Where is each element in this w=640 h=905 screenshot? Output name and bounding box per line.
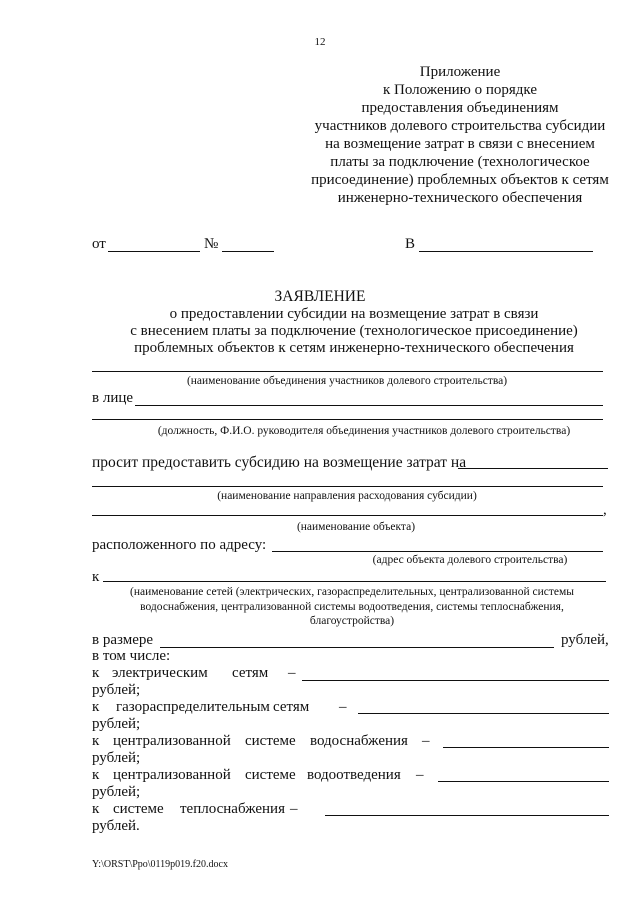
appendix-line: Приложение [419, 64, 501, 80]
subtitle-line: о предоставлении субсидии на возмещение затрат в связи [169, 306, 539, 322]
networks-field[interactable] [103, 581, 606, 582]
item-gas-word: – [339, 699, 347, 715]
head-name-field[interactable] [92, 419, 603, 420]
appendix-line: участников долевого строительства субсидии [314, 118, 606, 134]
appendix-line: присоединение) проблемных объектов к сетям [311, 172, 609, 188]
electric-amount-field[interactable] [302, 680, 609, 681]
appendix-line: инженерно-технического обеспечения [337, 190, 583, 206]
address-field[interactable] [272, 551, 603, 552]
item-heat-word: – [290, 801, 298, 817]
statement-title: ЗАЯВЛЕНИЕ [274, 288, 366, 305]
item-water-word: водоснабжения [310, 733, 408, 749]
sewage-amount-field[interactable] [438, 781, 609, 782]
request-label: просит предоставить субсидию на возмещение затрат на [92, 454, 467, 471]
association-name-field[interactable] [92, 371, 603, 372]
from-label: от [92, 236, 106, 252]
number-label: № [204, 236, 219, 252]
object-caption: (наименование объекта) [296, 521, 416, 533]
address-label: расположенного по адресу: [92, 537, 267, 553]
item-heat-word: системе [113, 801, 164, 817]
head-caption: (должность, Ф.И.О. руководителя объединения участников долевого строительства) [157, 425, 571, 437]
subtitle-line: с внесением платы за подключение (технологическое присоединение) [130, 323, 578, 339]
item-electric-word: электрическим [112, 665, 208, 681]
object-name-field[interactable] [92, 515, 603, 516]
addressee-label: В [405, 236, 416, 252]
represented-by-field[interactable] [135, 405, 603, 406]
rubles-line: рублей; [92, 750, 141, 766]
amount-field[interactable] [160, 647, 554, 648]
item-sewage-word: к [92, 767, 100, 783]
item-electric-word: – [288, 665, 296, 681]
appendix-line: к Положению о порядке [383, 82, 537, 98]
number-field[interactable] [222, 251, 274, 252]
statement-subtitle [0, 306, 640, 357]
heat-supply-amount-field[interactable] [325, 815, 609, 816]
networks-to-label: к [92, 569, 100, 585]
date-field[interactable] [108, 251, 200, 252]
item-water-word: системе [245, 733, 296, 749]
item-electric-word: к [92, 665, 100, 681]
gas-amount-field[interactable] [358, 713, 609, 714]
item-water-word: централизованной [113, 733, 231, 749]
rubles-line: рублей; [92, 716, 141, 732]
item-sewage-word: системе [245, 767, 296, 783]
subtitle-line: проблемных объектов к сетям инженерно-технического обеспечения [134, 340, 574, 356]
rubles-line: рублей; [92, 682, 141, 698]
direction-field[interactable] [92, 486, 603, 487]
item-heat-word: теплоснабжения [180, 801, 285, 817]
water-supply-amount-field[interactable] [443, 747, 609, 748]
item-sewage-word: – [416, 767, 424, 783]
rubles-suffix: рублей, [561, 632, 609, 648]
request-purpose-field[interactable] [458, 468, 608, 469]
amount-label: в размере [92, 632, 154, 648]
rubles-final: рублей. [92, 818, 140, 834]
comma: , [603, 502, 607, 518]
item-sewage-word: централизованной [113, 767, 231, 783]
item-sewage-word: водоотведения [307, 767, 401, 783]
networks-caption: (наименование сетей (электрических, газораспределительных, централизованной системы водоснабжения, централизованной системы водоотведения, системы теплоснабжения, благоустройства) [130, 586, 574, 627]
item-gas-word: сетям [273, 699, 310, 715]
including-label: в том числе: [92, 648, 171, 664]
appendix-line: на возмещение затрат в связи с внесением [325, 136, 595, 152]
item-heat-word: к [92, 801, 100, 817]
page-number: 12 [314, 36, 326, 48]
appendix-block [300, 63, 620, 207]
item-electric-word: сетям [232, 665, 269, 681]
item-water-word: к [92, 733, 100, 749]
item-water-word: – [422, 733, 430, 749]
addressee-field[interactable] [419, 251, 593, 252]
address-caption: (адрес объекта долевого строительства) [372, 554, 568, 566]
direction-caption: (наименование направления расходования субсидии) [217, 490, 477, 502]
item-gas-word: газораспределительным [116, 699, 270, 715]
footer-file-path: Y:\ORST\Ppo\0119p019.f20.docx [92, 859, 228, 870]
association-caption: (наименование объединения участников долевого строительства) [186, 375, 508, 387]
item-gas-word: к [92, 699, 100, 715]
rubles-line: рублей; [92, 784, 141, 800]
represented-by-label: в лице [92, 390, 134, 406]
appendix-line: предоставления объединениям [361, 100, 559, 116]
appendix-line: платы за подключение (технологическое [330, 154, 590, 170]
